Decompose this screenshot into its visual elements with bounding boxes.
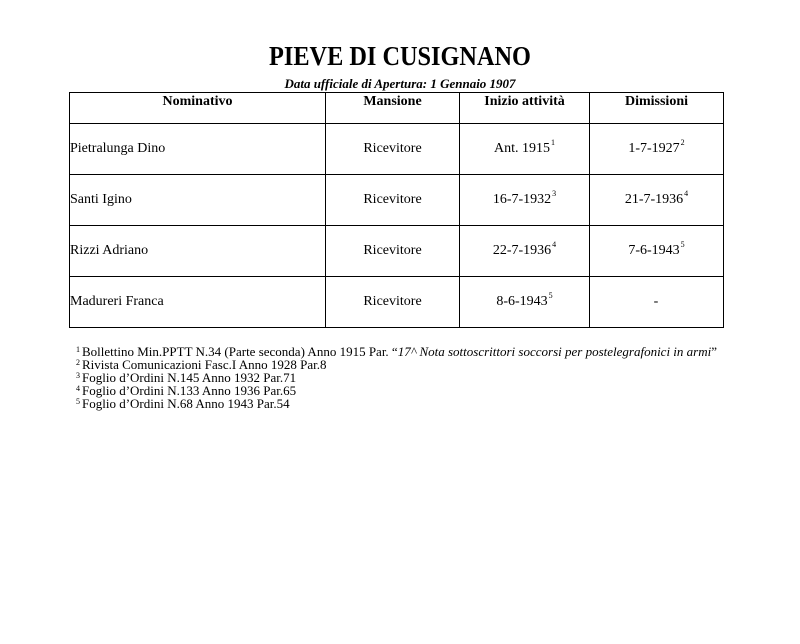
end-date: - <box>653 294 659 309</box>
footnote-ref: 3 <box>552 189 557 198</box>
footnote-ref: 2 <box>680 138 685 147</box>
cell-start <box>460 175 590 226</box>
footnote-item <box>76 397 736 410</box>
page-subtitle: Data ufficiale di Apertura: 1 Gennaio 1907 <box>284 76 516 91</box>
footnote-number: 5 <box>76 397 80 406</box>
footnote-ref: 1 <box>551 138 555 147</box>
table-row <box>70 226 724 277</box>
footnote-number: 2 <box>76 358 80 367</box>
start-date: 22-7-1936 <box>492 243 552 258</box>
start-date: Ant. 1915 <box>494 141 550 156</box>
footnote-italic-text: 17^ Nota sottoscrittori soccorsi per postelegrafonici in armi <box>397 344 712 359</box>
page-title: PIEVE DI CUSIGNANO <box>269 41 531 71</box>
end-date: 7-6-1943 <box>628 243 680 258</box>
footnote-text: Foglio d’Ordini N.68 Anno 1943 Par.54 <box>82 396 290 411</box>
cell-name: Madureri Franca <box>70 277 326 328</box>
cell-role: Ricevitore <box>326 175 460 226</box>
footnote-text: Foglio d’Ordini N.145 Anno 1932 Par.71 <box>82 370 297 385</box>
footnote-ref: 5 <box>548 291 553 300</box>
cell-role: Ricevitore <box>326 124 460 175</box>
cell-role: Ricevitore <box>326 277 460 328</box>
cell-end <box>590 175 724 226</box>
cell-name: Pietralunga Dino <box>70 124 326 175</box>
cell-role: Ricevitore <box>326 226 460 277</box>
cell-name: Rizzi Adriano <box>70 226 326 277</box>
staff-table <box>69 92 724 328</box>
footnote-text: Bollettino Min.PPTT N.34 (Parte seconda) Anno 1915 Par. “ <box>82 344 398 359</box>
cell-end <box>590 124 724 175</box>
table-header-row <box>70 93 724 124</box>
column-header-mansione: Mansione <box>326 93 460 124</box>
footnote-number: 1 <box>76 345 80 354</box>
start-date: 16-7-1932 <box>492 192 552 207</box>
footnote-ref: 4 <box>552 240 557 249</box>
column-header-dimissioni: Dimissioni <box>590 93 724 124</box>
cell-end <box>590 226 724 277</box>
footnote-ref: 4 <box>684 189 689 198</box>
footnote-text: Rivista Comunicazioni Fasc.I Anno 1928 Par.8 <box>82 357 327 372</box>
footnote-text: Foglio d’Ordini N.133 Anno 1936 Par.65 <box>82 383 297 398</box>
column-header-inizio: Inizio attività <box>460 93 590 124</box>
table-row <box>70 124 724 175</box>
footnotes <box>76 345 736 410</box>
column-header-nominativo: Nominativo <box>70 93 326 124</box>
table-row <box>70 175 724 226</box>
start-date: 8-6-1943 <box>496 294 548 309</box>
footnote-number: 4 <box>76 384 80 393</box>
cell-start <box>460 226 590 277</box>
cell-end <box>590 277 724 328</box>
cell-name: Santi Igino <box>70 175 326 226</box>
end-date: 21-7-1936 <box>624 192 684 207</box>
footnote-tail: ” <box>711 344 718 359</box>
end-date: 1-7-1927 <box>628 141 680 156</box>
footnote-number: 3 <box>76 371 80 380</box>
cell-start <box>460 124 590 175</box>
footnote-ref: 5 <box>680 240 685 249</box>
table-row <box>70 277 724 328</box>
cell-start <box>460 277 590 328</box>
